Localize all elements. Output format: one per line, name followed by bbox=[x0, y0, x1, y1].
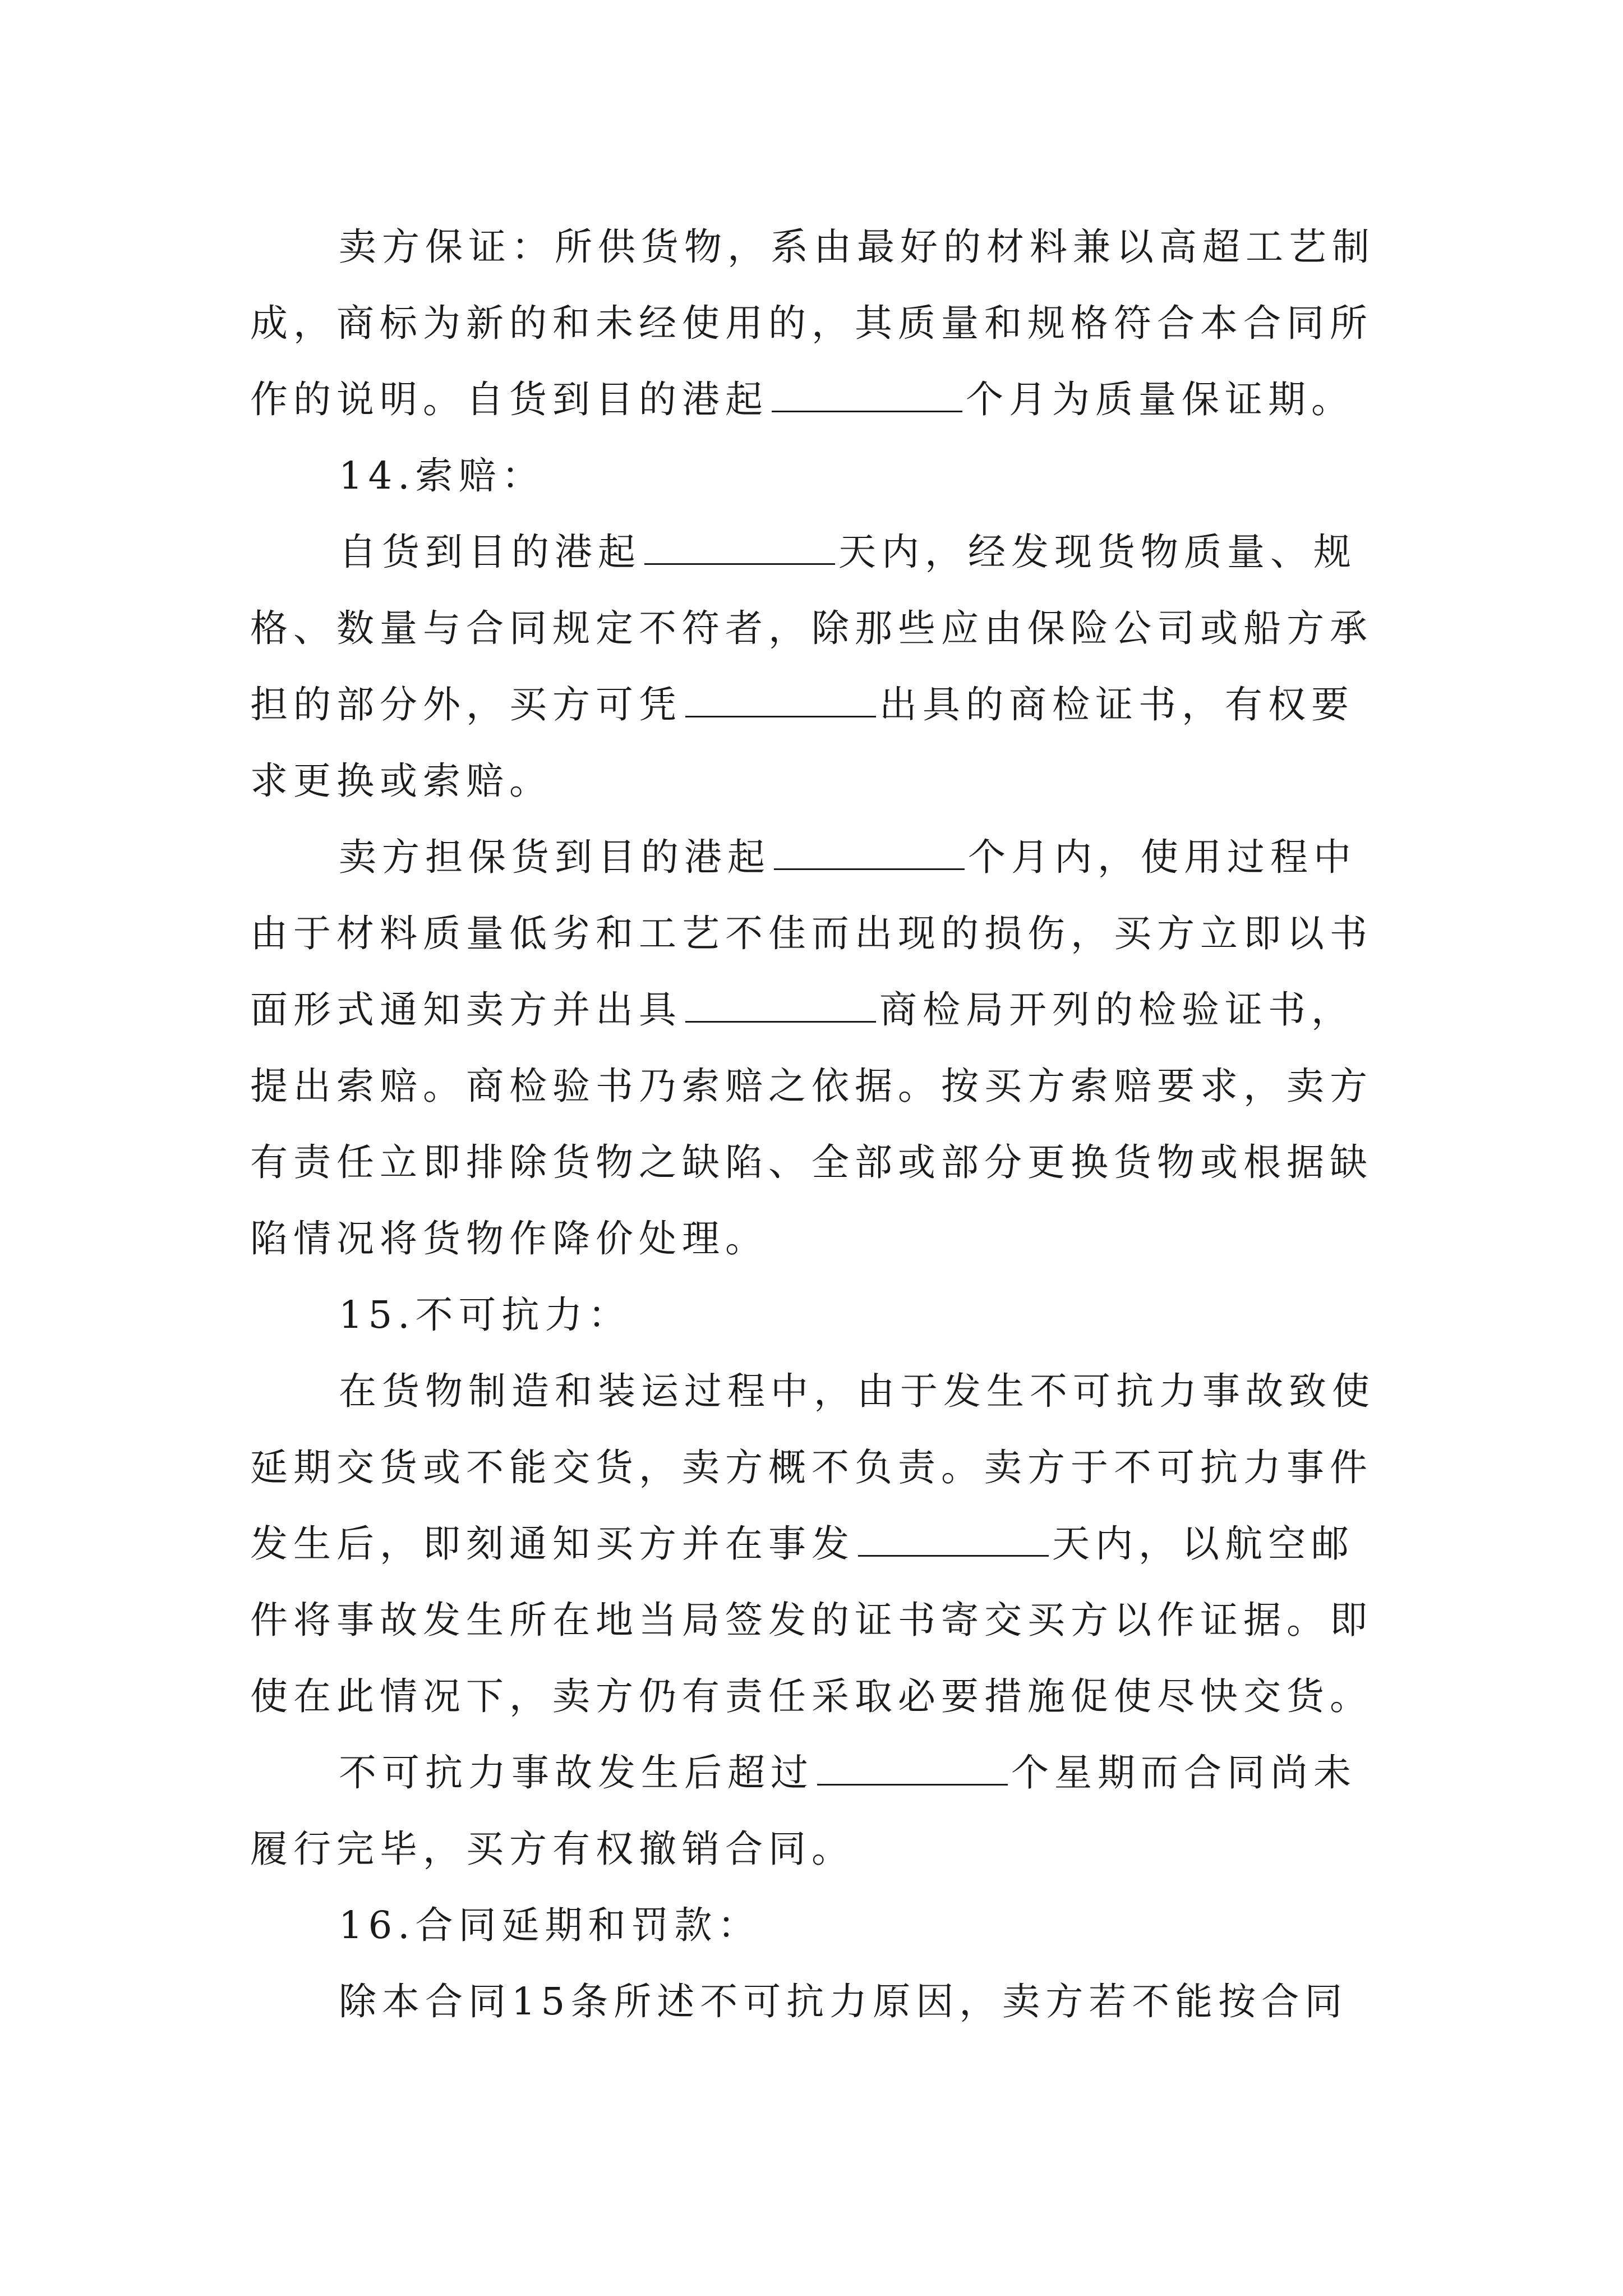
text-segment: 格、数量与合同规定不符者，除那些应由保险公司或船方承 bbox=[250, 606, 1373, 650]
text-line-4 bbox=[250, 438, 1377, 514]
text-line-18 bbox=[250, 1506, 1377, 1582]
text-line-20 bbox=[250, 1658, 1377, 1734]
text-segment: 自货到目的港起 bbox=[339, 530, 641, 574]
text-segment: 16.合同延期和罚款： bbox=[339, 1903, 761, 1947]
document-body bbox=[250, 209, 1377, 2040]
text-line-21 bbox=[250, 1734, 1377, 1811]
text-line-8 bbox=[250, 743, 1377, 819]
text-segment: 个月为质量保证期。 bbox=[966, 378, 1354, 421]
text-line-19 bbox=[250, 1582, 1377, 1658]
text-segment: 天内，经发现货物质量、规 bbox=[838, 530, 1357, 574]
fill-in-blank[interactable] bbox=[685, 682, 876, 717]
text-line-23 bbox=[250, 1887, 1377, 1963]
text-segment: 有责任立即排除货物之缺陷、全部或部分更换货物或根据缺 bbox=[250, 1140, 1373, 1184]
text-segment: 面形式通知卖方并出具 bbox=[250, 988, 682, 1032]
text-line-14 bbox=[250, 1200, 1377, 1277]
text-line-9 bbox=[250, 819, 1377, 895]
text-segment: 陷情况将货物作降价处理。 bbox=[250, 1217, 768, 1260]
text-segment: 发生后，即刻通知买方并在事发 bbox=[250, 1522, 855, 1566]
text-line-2 bbox=[250, 285, 1377, 361]
text-line-6 bbox=[250, 590, 1377, 666]
text-line-5 bbox=[250, 514, 1377, 590]
text-segment: 14.索赔： bbox=[339, 454, 545, 498]
fill-in-blank[interactable] bbox=[772, 377, 962, 412]
text-segment: 不可抗力事故发生后超过 bbox=[339, 1751, 814, 1795]
text-line-15 bbox=[250, 1277, 1377, 1353]
text-segment: 延期交货或不能交货，卖方概不负责。卖方于不可抗力事件 bbox=[250, 1446, 1373, 1489]
text-segment: 件将事故发生所在地当局签发的证书寄交买方以作证据。即 bbox=[250, 1598, 1373, 1642]
text-line-17 bbox=[250, 1429, 1377, 1506]
text-segment: 除本合同15条所述不可抗力原因，卖方若不能按合同 bbox=[339, 1980, 1348, 2023]
text-segment: 由于材料质量低劣和工艺不佳而出现的损伤，买方立即以书 bbox=[250, 912, 1373, 955]
text-segment: 天内，以航空邮 bbox=[1052, 1522, 1354, 1566]
text-segment: 卖方保证：所供货物，系由最好的材料兼以高超工艺制 bbox=[339, 225, 1375, 269]
fill-in-blank[interactable] bbox=[644, 530, 835, 565]
text-segment: 15.不可抗力： bbox=[339, 1293, 631, 1337]
text-segment: 个星期而合同尚未 bbox=[1011, 1751, 1357, 1795]
text-segment: 履行完毕，买方有权撤销合同。 bbox=[250, 1827, 855, 1871]
text-segment: 求更换或索赔。 bbox=[250, 759, 552, 803]
text-line-1 bbox=[250, 209, 1377, 285]
text-line-3 bbox=[250, 361, 1377, 438]
text-line-13 bbox=[250, 1124, 1377, 1200]
text-line-24 bbox=[250, 1963, 1377, 2040]
text-line-12 bbox=[250, 1048, 1377, 1124]
text-segment: 成，商标为新的和未经使用的，其质量和规格符合本合同所 bbox=[250, 301, 1373, 345]
text-segment: 个月内，使用过程中 bbox=[968, 835, 1357, 879]
text-segment: 担的部分外，买方可凭 bbox=[250, 683, 682, 726]
fill-in-blank[interactable] bbox=[817, 1750, 1008, 1786]
text-line-7 bbox=[250, 666, 1377, 743]
text-segment: 商检局开列的检验证书， bbox=[879, 988, 1354, 1032]
text-line-16 bbox=[250, 1353, 1377, 1429]
text-segment: 卖方担保货到目的港起 bbox=[339, 835, 771, 879]
text-line-11 bbox=[250, 972, 1377, 1048]
fill-in-blank[interactable] bbox=[774, 835, 965, 870]
fill-in-blank[interactable] bbox=[858, 1521, 1049, 1557]
text-segment: 提出索赔。商检验书乃索赔之依据。按买方索赔要求，卖方 bbox=[250, 1064, 1373, 1108]
text-segment: 作的说明。自货到目的港起 bbox=[250, 378, 768, 421]
text-line-22 bbox=[250, 1811, 1377, 1887]
text-segment: 在货物制造和装运过程中，由于发生不可抗力事故致使 bbox=[339, 1369, 1375, 1413]
text-line-10 bbox=[250, 895, 1377, 972]
text-segment: 出具的商检证书，有权要 bbox=[879, 683, 1354, 726]
fill-in-blank[interactable] bbox=[685, 987, 876, 1023]
text-segment: 使在此情况下，卖方仍有责任采取必要措施促使尽快交货。 bbox=[250, 1674, 1373, 1718]
